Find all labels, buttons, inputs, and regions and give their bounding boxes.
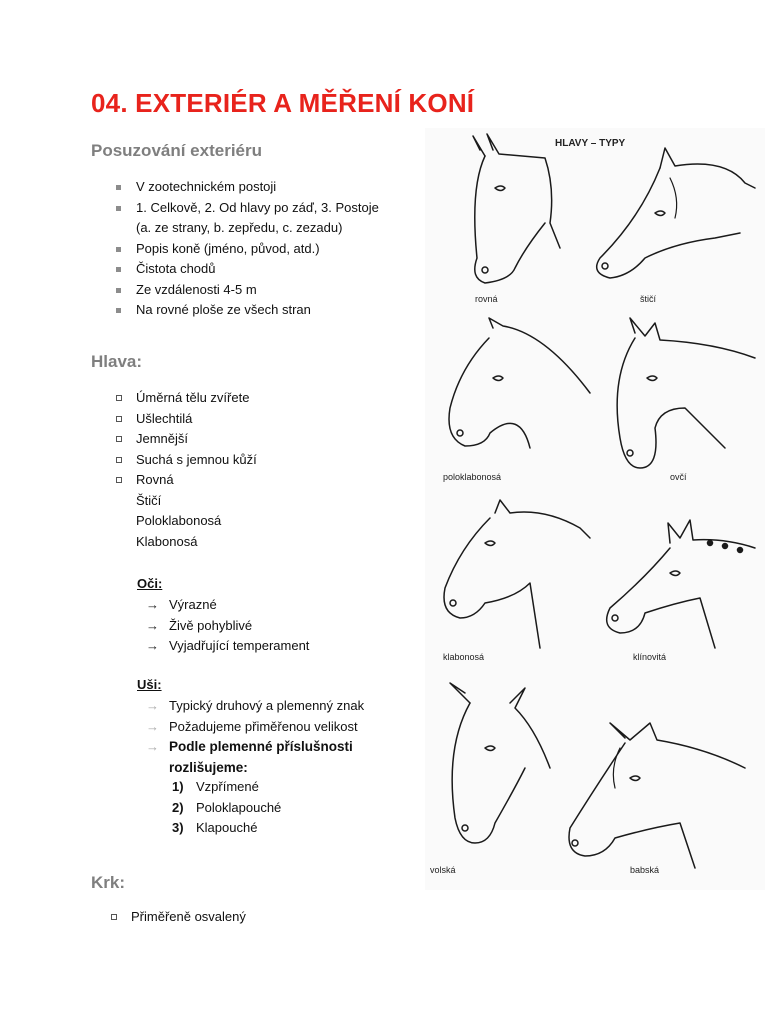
list-item-continuation: Poloklabonosá xyxy=(136,513,222,528)
caption-stici: štičí xyxy=(640,294,657,304)
arrow-right-icon: → xyxy=(146,638,159,653)
list-item: Úměrná tělu zvířete xyxy=(113,388,413,409)
numbered-item: 1) Vzpřímené xyxy=(172,779,259,794)
arrow-right-icon: → xyxy=(146,698,159,713)
arrow-right-icon: → xyxy=(146,739,159,754)
list-item: Na rovné ploše ze všech stran xyxy=(113,300,423,321)
list-item: Rovná xyxy=(113,470,413,491)
list-item: Přiměřeně osvalený xyxy=(108,907,408,928)
list-item-continuation: rozlišujeme: xyxy=(169,759,248,775)
hlava-list xyxy=(113,388,413,552)
ears-heading: Uši: xyxy=(137,677,162,692)
eyes-list xyxy=(137,595,417,657)
posuzovani-list xyxy=(113,177,423,321)
list-item: → Výrazné xyxy=(137,595,417,616)
arrow-right-icon: → xyxy=(146,718,159,734)
list-item: → Podle plemenné příslušnosti xyxy=(137,737,427,758)
list-item: → Požadujeme přiměřenou velikost xyxy=(137,717,427,738)
ears-numbered-list xyxy=(137,777,417,839)
horse-head-klabonosa xyxy=(444,500,590,648)
list-item: → Vyjadřující temperament xyxy=(137,636,417,657)
horse-head-rovna xyxy=(473,134,560,283)
caption-klinovita: klínovitá xyxy=(633,652,667,662)
page-title: 04. EXTERIÉR A MĚŘENÍ KONÍ xyxy=(91,88,475,118)
list-item-continuation: Klabonosá xyxy=(136,533,198,549)
list-item: Suchá s jemnou kůží xyxy=(113,450,413,471)
section-heading-krk: Krk: xyxy=(91,873,126,892)
section-heading-posuzovani: Posuzování exteriéru xyxy=(91,141,263,160)
horse-head-klinovita xyxy=(607,520,755,648)
ears-list xyxy=(137,696,427,778)
numbered-item: 3) Klapouché xyxy=(172,820,258,835)
list-item: Ze vzdálenosti 4-5 m xyxy=(113,280,423,301)
caption-rovna: rovná xyxy=(475,294,498,304)
list-item: Ušlechtilá xyxy=(113,409,413,430)
numbered-item: 2) Poloklapouché xyxy=(172,799,282,815)
horse-head-babska xyxy=(569,723,745,868)
caption-babska: babská xyxy=(630,865,660,875)
caption-volska: volská xyxy=(430,865,456,875)
arrow-right-icon: → xyxy=(146,617,159,633)
list-item: Popis koně (jméno, původ, atd.) xyxy=(113,239,423,260)
horse-head-volska xyxy=(450,683,550,843)
list-item: 1. Celkově, 2. Od hlavy po záď, 3. Postoje xyxy=(113,198,423,219)
section-heading-hlava: Hlava: xyxy=(91,352,143,371)
caption-poloklabonosa: poloklabonosá xyxy=(443,472,502,482)
figure-title: HLAVY – TYPY xyxy=(555,138,626,149)
eyes-heading: Oči: xyxy=(137,576,163,591)
caption-klabonosa: klabonosá xyxy=(443,652,485,662)
list-item: Jemnější xyxy=(113,429,413,450)
list-item-continuation: Štičí xyxy=(136,492,162,508)
krk-list xyxy=(108,907,408,928)
arrow-right-icon: → xyxy=(146,597,159,612)
horse-head-types-figure xyxy=(425,128,765,890)
horse-head-stici xyxy=(597,148,755,278)
horse-head-ovci xyxy=(617,318,755,468)
list-item: V zootechnickém postoji xyxy=(113,177,423,198)
list-item: Čistota chodů xyxy=(113,259,423,280)
horse-head-poloklabonosa xyxy=(449,318,590,448)
list-item: → Typický druhový a plemenný znak xyxy=(137,696,427,717)
list-item-continuation: (a. ze strany, b. zepředu, c. zezadu) xyxy=(136,220,343,235)
caption-ovci: ovčí xyxy=(670,472,687,482)
list-item: → Živě pohyblivé xyxy=(137,616,417,637)
